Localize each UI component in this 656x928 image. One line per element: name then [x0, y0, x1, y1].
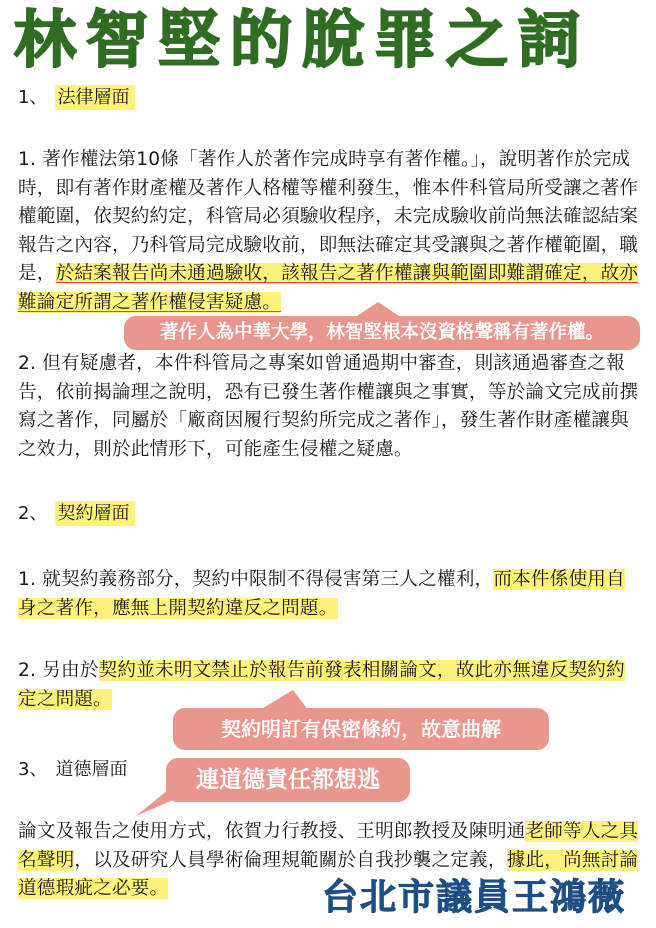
callout-tail	[260, 690, 320, 710]
highlighted-text: 據此，尚無討論道德瑕疵之必要。	[18, 849, 639, 900]
section-number: 1、	[18, 87, 48, 108]
highlighted-text: 契約並未明文禁止於報告前發表相關論文，故此亦無違反契約約定之問題。	[18, 660, 625, 710]
section-heading-ethics	[18, 756, 127, 784]
highlighted-text: 而本件係使用自身之著作，應無上開契約違反之問題。	[18, 569, 625, 619]
paragraph-text: 2. 另由於	[18, 660, 99, 681]
section-heading-legal	[18, 84, 135, 112]
section-number: 3、	[18, 759, 48, 780]
legal-paragraph-2	[18, 350, 640, 464]
callout-ethics: 連道德責任都想逃	[166, 758, 410, 802]
paragraph-text: 2. 但有疑慮者，本件科管局之專案如曾通過期中審查，則該通過審查之報告，依前揭論理之說明，恐有已發生著作權讓與之事實，等於論文完成前撰寫之著作，同屬於「廠商因履行契約所完成之著作」，發生著作財產權讓與之效力，則於此情形下，可能產生侵權之疑慮。	[18, 353, 639, 460]
paragraph-text: ，以及研究人員學術倫理規範關於自我抄襲之定義，	[74, 849, 507, 871]
paragraph-text: 論文及報告之使用方式，依賀力行教授、王明郎教授及陳明通	[18, 821, 526, 842]
section-title: 道德層面	[55, 759, 128, 780]
legal-paragraph-1	[18, 146, 640, 318]
callout-copyright: 著作人為中華大學，林智堅根本沒資格聲稱有著作權。	[124, 316, 640, 350]
signature: 台北市議員王鴻薇	[322, 877, 627, 918]
highlighted-text: 老師等人之具名聲明	[18, 821, 639, 871]
page-title: 林智堅的脫罪之詞	[14, 3, 591, 76]
contract-paragraph-2	[18, 657, 640, 714]
section-title: 法律層面	[55, 85, 135, 110]
section-heading-contract	[18, 500, 135, 528]
highlighted-text: 於結案報告尚未通過驗收，該報告之著作權讓與範圍即難謂確定，故亦難論定所謂之著作權侵害疑慮。	[18, 263, 639, 313]
contract-paragraph-1	[18, 566, 640, 623]
paragraph-text: 1. 著作權法第10條「著作人於著作完成時享有著作權。」，說明著作於完成時，即有著作財產權及著作人格權等權利發生，惟本件科管局所受讓之著作權範圍，依契約約定，科管局必須驗收程序，未完成驗收前尚無法確認結案報告之內容，乃科管局完成驗收前，即無法確定其受讓與之著作權範圍，職是，	[18, 149, 639, 285]
paragraph-text: 1. 就契約義務部分，契約中限制不得侵害第三人之權利，	[18, 569, 494, 590]
section-number: 2、	[18, 503, 48, 524]
section-title: 契約層面	[55, 501, 135, 526]
callout-contract: 契約明訂有保密條約，故意曲解	[173, 708, 549, 750]
